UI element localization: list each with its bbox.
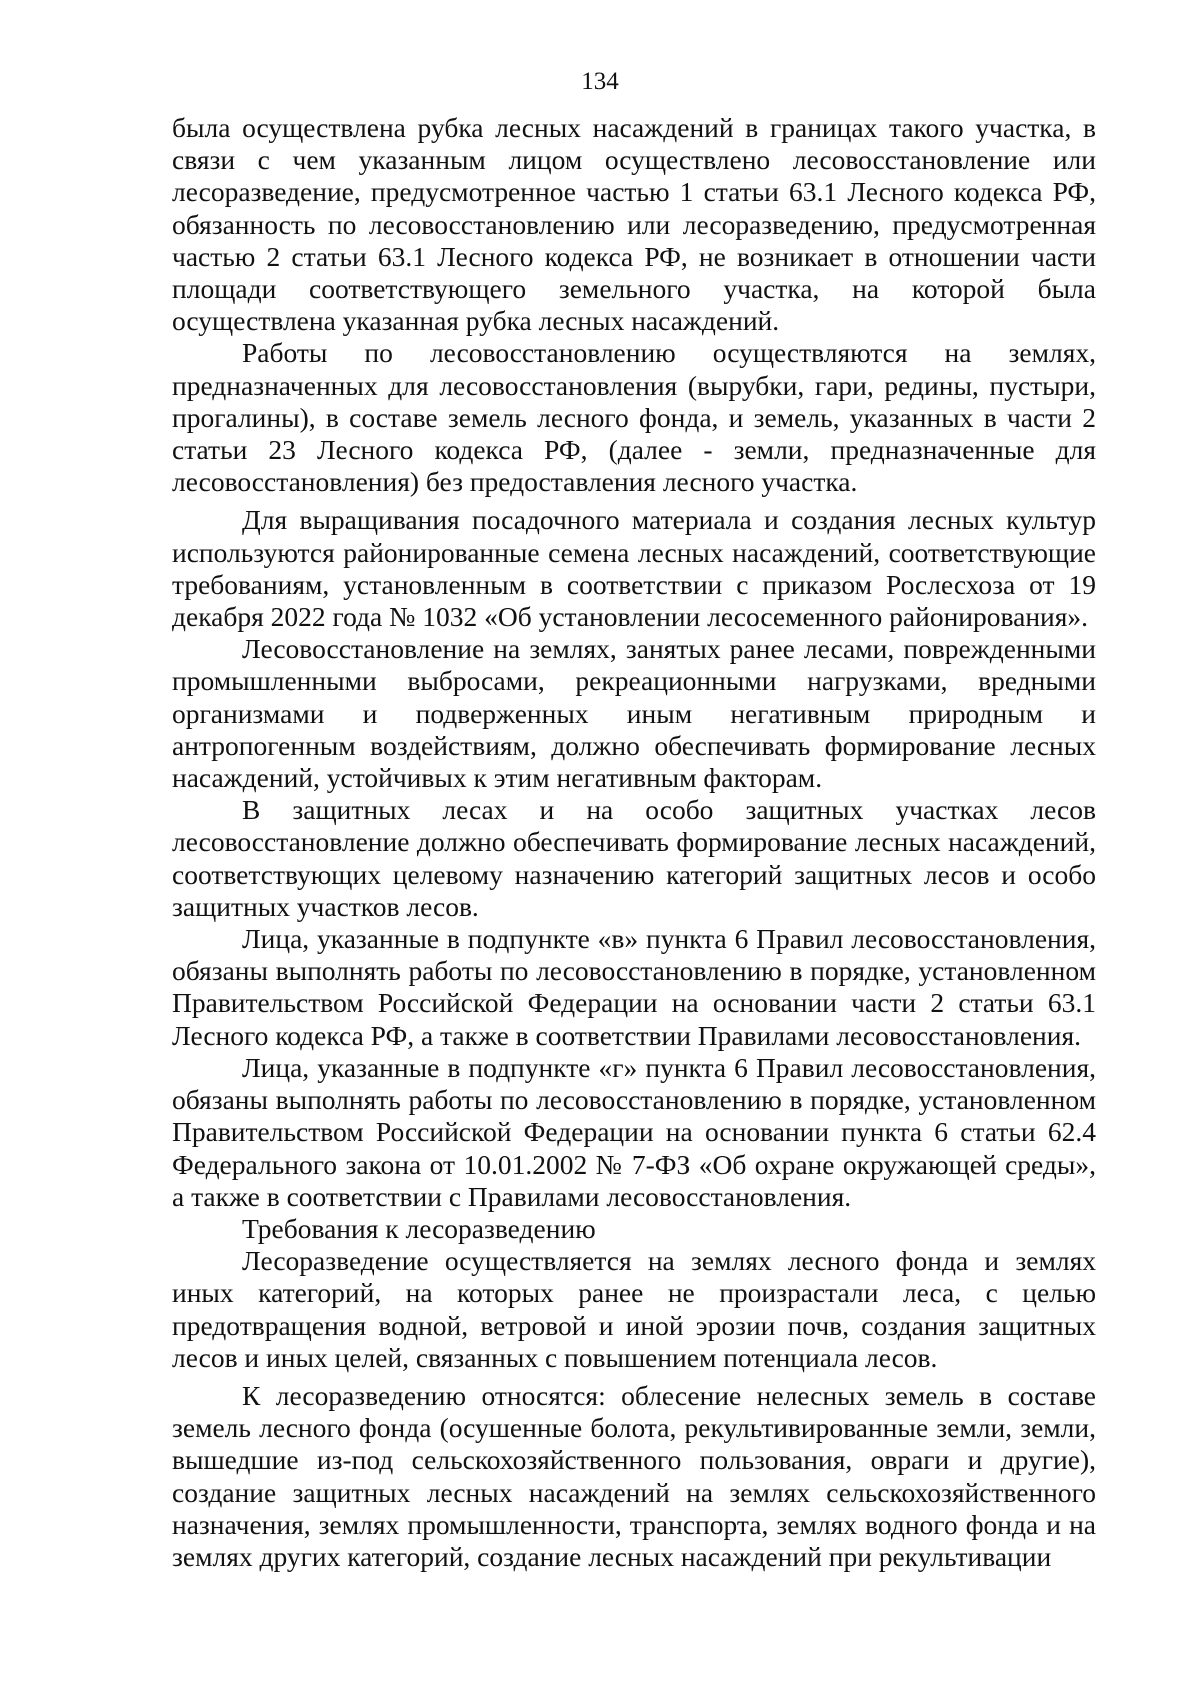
paragraph-persons-subparagraph-g: Лица, указанные в подпункте «г» пункта 6 Правил лесовосстановления, обязаны выполнять работы по лесовосстановлению в порядке, установленном Правительством Российской Федерации на основании пункта 6 статьи 62.4 Федерального закона от 10.01.2002 № 7-ФЗ «Об охране окружающей среды», а также в соответствии с Правилами лесовосстановления. xyxy=(172,1051,1096,1212)
paragraph-continuation: была осуществлена рубка лесных насаждений в границах такого участка, в связи с чем указанным лицом осуществлено лесовосстановление или лесоразведение, предусмотренное частью 1 статьи 63.1 Лесного кодекса РФ, обязанность по лесовосстановлению или лесоразведению, предусмотренная частью 2 статьи 63.1 Лесного кодекса РФ, не возникает в отношении части площади соответствующего земельного участка, на которой была осуществлена указанная рубка лесных насаждений. xyxy=(172,112,1096,337)
paragraph-damaged-lands: Лесовосстановление на землях, занятых ранее лесами, поврежденными промышленными выбросами, рекреационными нагрузками, вредными организмами и подверженных иным негативным природным и антропогенным воздействиям, должно обеспечивать формирование лесных насаждений, устойчивых к этим негативным факторам. xyxy=(172,633,1096,794)
paragraph-protective-forests: В защитных лесах и на особо защитных участках лесов лесовосстановление должно обеспечивать формирование лесных насаждений, соответствующих целевому назначению категорий защитных лесов и особо защитных участков лесов. xyxy=(172,794,1096,922)
document-body xyxy=(172,112,1096,1573)
paragraph-afforestation-definition: Лесоразведение осуществляется на землях лесного фонда и землях иных категорий, на которых ранее не произрастали леса, с целью предотвращения водной, ветровой и иной эрозии почв, создания защитных лесов и иных целей, связанных с повышением потенциала лесов. xyxy=(172,1245,1096,1373)
paragraph-seed-material: Для выращивания посадочного материала и создания лесных культур используются районированные семена лесных насаждений, соответствующие требованиям, установленным в соответствии с приказом Рослесхоза от 19 декабря 2022 года № 1032 «Об установлении лесосеменного районирования». xyxy=(172,504,1096,633)
paragraph-afforestation-includes: К лесоразведению относятся: облесение нелесных земель в составе земель лесного фонда (осушенные болота, рекультивированные земли, земли, вышедшие из-под сельскохозяйственного пользования, овраги и другие), создание защитных лесных насаждений на землях сельскохозяйственного назначения, землях промышленности, транспорта, землях водного фонда и на землях других категорий, создание лесных насаждений при рекультивации xyxy=(172,1379,1096,1572)
section-heading-afforestation-requirements: Требования к лесоразведению xyxy=(242,1212,596,1244)
paragraph-reforestation-works: Работы по лесовосстановлению осуществляются на землях, предназначенных для лесовосстановления (вырубки, гари, редины, пустыри, прогалины), в составе земель лесного фонда, и земель, указанных в части 2 статьи 23 Лесного кодекса РФ, (далее - земли, предназначенные для лесовосстановления) без предоставления лесного участка. xyxy=(172,337,1096,498)
page-number: 134 xyxy=(581,68,619,95)
paragraph-persons-subparagraph-v: Лица, указанные в подпункте «в» пункта 6 Правил лесовосстановления, обязаны выполнять работы по лесовосстановлению в порядке, установленном Правительством Российской Федерации на основании части 2 статьи 63.1 Лесного кодекса РФ, а также в соответствии Правилами лесовосстановления. xyxy=(172,923,1096,1051)
